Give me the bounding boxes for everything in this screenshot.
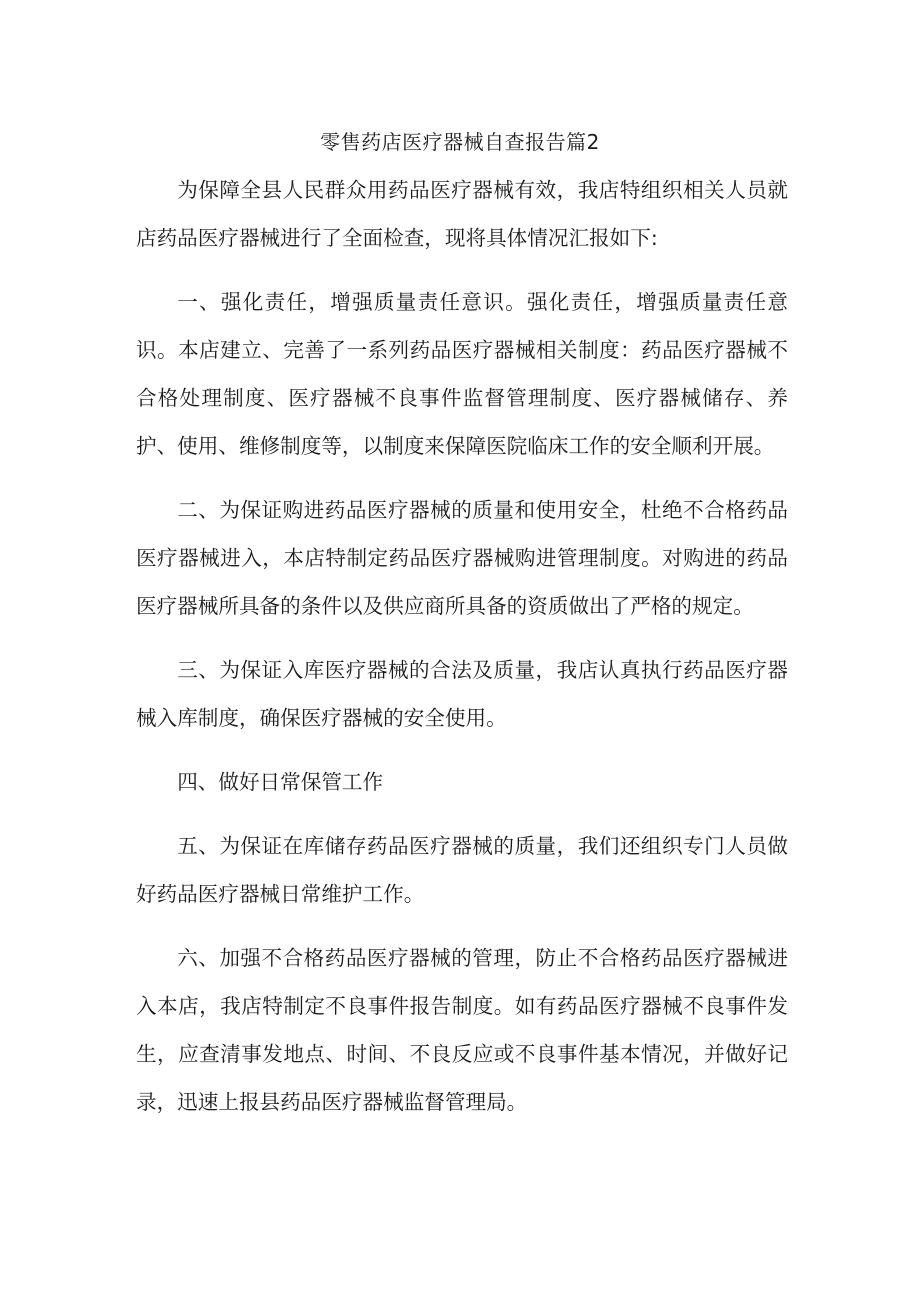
paragraph-section-4: 四、做好日常保管工作 [177,770,384,794]
paragraph-section-2: 二、为保证购进药品医疗器械的质量和使用安全，杜绝不合格药品医疗器械进入，本店特制定药品医疗器械购进管理制度。对购进的药品医疗器械所具备的条件以及供应商所具备的资质做出了严格的规定。 [136,498,788,618]
paragraph-section-6: 六、加强不合格药品医疗器械的管理，防止不合格药品医疗器械进入本店，我店特制定不良事件报告制度。如有药品医疗器械不良事件发生，应查清事发地点、时间、不良反应或不良事件基本情况，并做好记录，迅速上报县药品医疗器械监督管理局。 [136,946,788,1114]
paragraph-intro: 为保障全县人民群众用药品医疗器械有效，我店特组织相关人员就店药品医疗器械进行了全面检查，现将具体情况汇报如下: [136,178,788,250]
paragraph-section-1: 一、强化责任，增强质量责任意识。强化责任，增强质量责任意识。本店建立、完善了一系列药品医疗器械相关制度：药品医疗器械不合格处理制度、医疗器械不良事件监督管理制度、医疗器械储存、养护、使用、维修制度等，以制度来保障医院临床工作的安全顺利开展。 [136,290,788,458]
document-title: 零售药店医疗器械自查报告篇2 [320,130,600,154]
paragraph-section-3: 三、为保证入库医疗器械的合法及质量，我店认真执行药品医疗器械入库制度，确保医疗器械的安全使用。 [136,658,788,730]
paragraph-section-5: 五、为保证在库储存药品医疗器械的质量，我们还组织专门人员做好药品医疗器械日常维护工作。 [136,834,788,906]
document-body [136,166,788,1142]
